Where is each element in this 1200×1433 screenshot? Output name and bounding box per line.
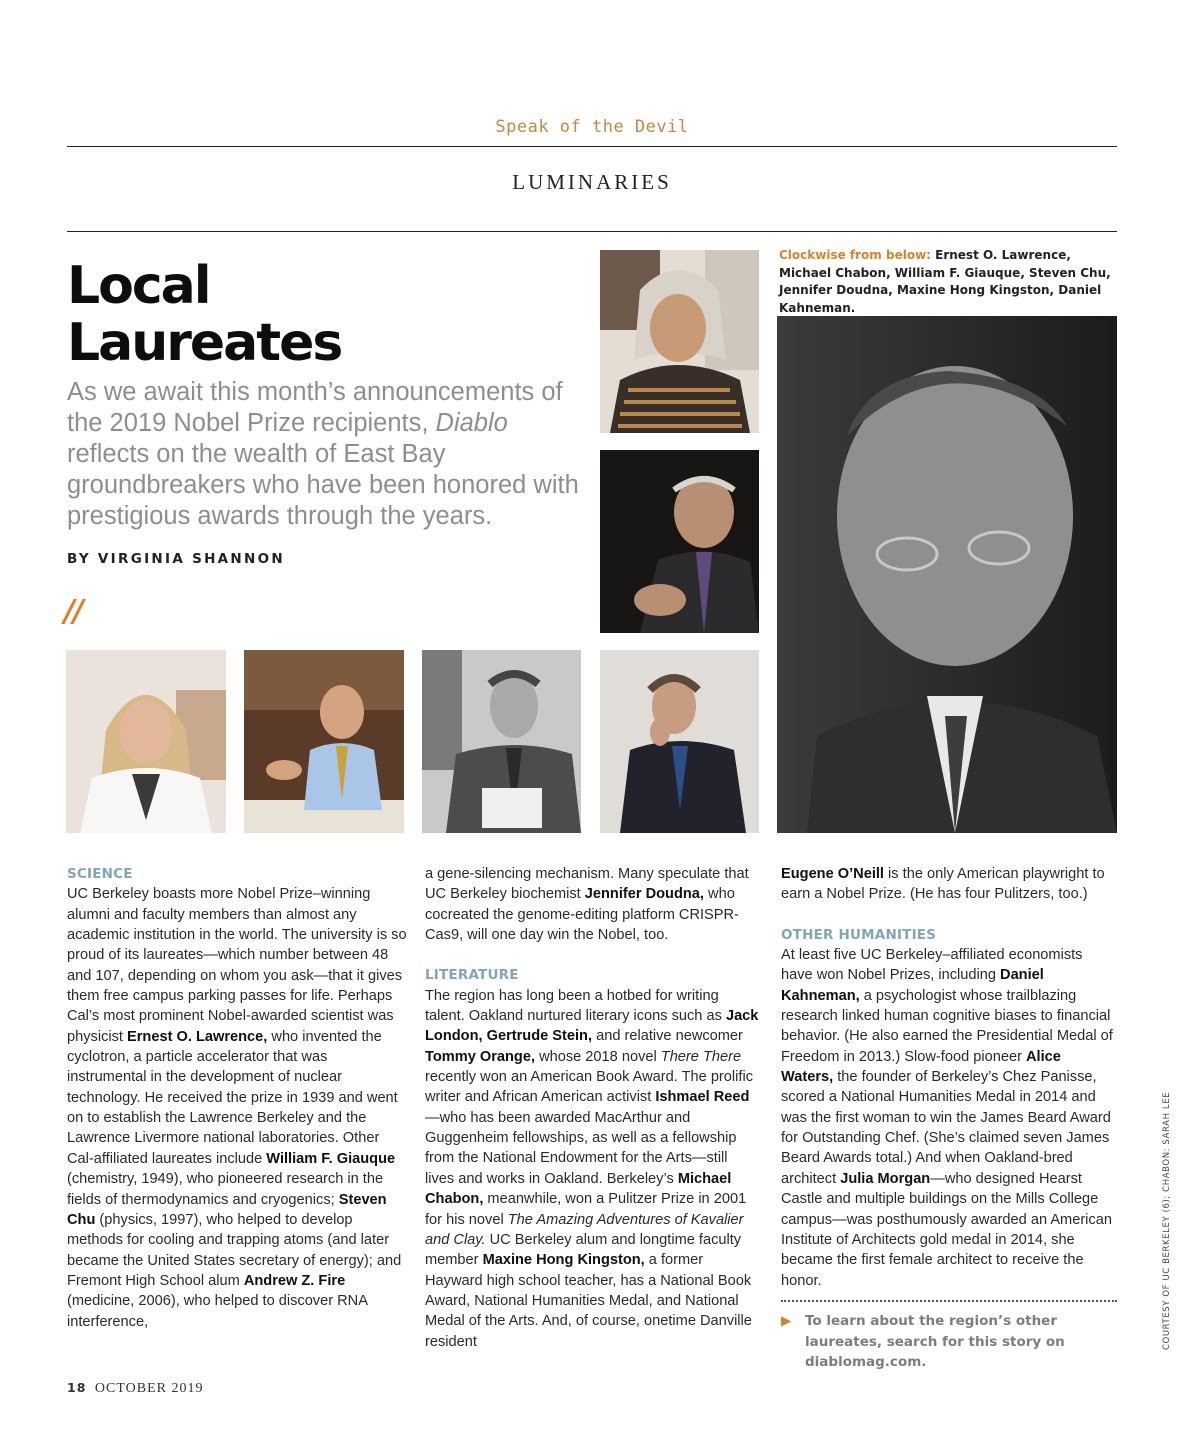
dek-text: As we await this month’s announcements of the 2019 Nobel Prize recipients, <box>67 378 563 437</box>
paragraph-gap <box>425 945 759 965</box>
name-michael-chabon: Michael Chabon, <box>425 1170 732 1208</box>
name-alice-waters: Alice Waters, <box>781 1048 1061 1086</box>
headline-line-2: Laureates <box>67 313 342 373</box>
dotted-divider <box>781 1300 1117 1302</box>
name-eugene-oneill: Eugene O’Neill <box>781 866 884 882</box>
name-steven-chu: Steven Chu <box>67 1191 387 1228</box>
body-text: At least five UC Berkeley–affiliated economists have won Nobel Prizes, including <box>781 947 1083 984</box>
name-andrew-fire: Andrew Z. Fire <box>243 1272 346 1289</box>
body-text: recently won an American Book Award. The prolific writer and African American activist <box>425 1069 753 1106</box>
section-rule <box>67 231 1117 232</box>
caption-text: Ernest O. Lawrence, Michael Chabon, William F. Giauque, Steven Chu, Jennifer Doudna, Maxine Hong Kingston, Daniel Kahneman. <box>779 248 1111 315</box>
body-text: UC Berkeley boasts more Nobel Prize–winning alumni and faculty members than almost any academic institution in the world. The university is so proud of its laureates—which number between 48 and 107, depending on whom you ask—that it gives them free campus parking passes for life. Perhaps Cal’s most prominent Nobel-awarded scientist was physicist <box>67 886 407 1045</box>
body-text: The region has long been a hotbed for writing talent. Oakland nurtured literary icons such as <box>425 987 726 1025</box>
body-text: (chemistry, 1949), who pioneered research in the fields of thermodynamics and cryogenics; <box>67 1171 384 1208</box>
body-text: the founder of Berkeley’s Chez Panisse, scored a National Humanities Medal in 2014 and was the first woman to win the James Beard Award for Outstanding Chef. (She’s claimed seven James Beard Awards total.) And when Oakland-bred architect <box>781 1069 1111 1187</box>
name-jennifer-doudna: Jennifer Doudna, <box>584 886 704 903</box>
arrow-right-icon: ▶ <box>781 1313 792 1329</box>
heading-literature: LITERATURE <box>425 967 519 984</box>
body-text: meanwhile, won a Pulitzer Prize in 2001 for his novel <box>425 1191 747 1228</box>
column-other-humanities <box>781 864 1117 1291</box>
dek-text-cont: reflects on the wealth of East Bay groundbreakers who have been honored with prestigious awards through the years. <box>67 440 579 530</box>
photo-daniel-kahneman <box>600 450 759 633</box>
body-text: a psychologist whose trailblazing research linked human cognitive biases to financial behavior. (He also earned the Presidential Medal of Freedom in 2013.) Slow-food pioneer <box>781 987 1113 1065</box>
science-paragraph <box>67 884 407 1332</box>
name-maxine-hong-kingston: Maxine Hong Kingston, <box>482 1252 645 1269</box>
humanities-paragraph <box>781 945 1117 1291</box>
headline-line-1: Local <box>67 256 210 316</box>
name-julia-morgan: Julia Morgan <box>840 1170 931 1187</box>
body-text: UC Berkeley alum and longtime faculty member <box>425 1231 742 1269</box>
folio <box>67 1380 204 1397</box>
issue-date: OCTOBER 2019 <box>94 1381 204 1396</box>
photo-michael-chabon <box>600 650 759 833</box>
caption-lead: Clockwise from below: <box>779 248 931 262</box>
dek <box>67 377 592 532</box>
title-kavalier-and-clay: The Amazing Adventures of Kavalier and Clay. <box>425 1211 744 1248</box>
photo-maxine-hong-kingston <box>600 250 759 433</box>
headline <box>67 258 587 372</box>
column-literature <box>425 864 759 1352</box>
photo-steven-chu <box>244 650 404 833</box>
kicker: Speak of the Devil <box>495 117 689 137</box>
name-ishmael-reed: Ishmael Reed <box>655 1089 750 1106</box>
page-number: 18 <box>67 1380 87 1395</box>
name-tommy-orange: Tommy Orange, <box>425 1048 536 1065</box>
science-continued-paragraph <box>425 864 759 945</box>
body-text: (medicine, 2006), who helped to discover RNA interference, <box>67 1293 368 1330</box>
body-text: a gene-silencing mechanism. Many speculate that UC Berkeley biochemist <box>425 866 749 903</box>
photo-jennifer-doudna <box>66 650 226 833</box>
photo-credit: COURTESY OF UC BERKELEY (6); CHABON: SARAH LEE <box>1162 1091 1172 1350</box>
body-text: (physics, 1997), who helped to develop methods for cooling and trapping atoms (and later became the United States secretary of energy); and Fremont High School alum <box>67 1211 402 1289</box>
photo-william-giauque <box>422 650 581 833</box>
body-text: who invented the cyclotron, a particle accelerator that was instrumental in the development of nuclear technology. He received the prize in 1939 and went on to establish the Lawrence Berkeley and the Lawrence Livermore national laboratories. Other Cal-affiliated laureates include <box>67 1028 398 1167</box>
body-text: a former Hayward high school teacher, has a National Book Award, National Humanities Medal, and National Medal of the Arts. And, of course, onetime Danville resident <box>425 1252 752 1350</box>
name-london-stein: Jack London, Gertrude Stein, <box>425 1008 759 1045</box>
literature-continued-paragraph <box>781 864 1117 905</box>
body-text: —who has been awarded MacArthur and Guggenheim fellowships, as well as a fellowship from the National Endowment for the Arts—still lives and works in Oakland. Berkeley’s <box>425 1109 737 1187</box>
name-daniel-kahneman: Daniel Kahneman, <box>781 967 1044 1004</box>
photo-caption <box>779 247 1115 317</box>
column-science <box>67 864 407 1332</box>
title-there-there: There There <box>660 1048 742 1065</box>
paragraph-gap <box>781 905 1117 925</box>
name-william-giauque: William F. Giauque <box>266 1150 396 1167</box>
body-text: who cocreated the genome-editing platform CRISPR-Cas9, will one day win the Nobel, too. <box>425 886 739 944</box>
body-text: whose 2018 novel <box>535 1048 661 1065</box>
section-label: LUMINARIES <box>512 170 672 194</box>
top-rule <box>67 146 1117 147</box>
photo-ernest-lawrence <box>777 316 1117 833</box>
web-callout[interactable] <box>781 1311 1117 1373</box>
heading-other-humanities: OTHER HUMANITIES <box>781 926 937 943</box>
slash-ornament: // <box>64 594 82 629</box>
name-ernest-lawrence: Ernest O. Lawrence, <box>127 1028 268 1045</box>
heading-science: SCIENCE <box>67 866 133 882</box>
body-text: is the only American playwright to earn a Nobel Prize. (He has four Pulitzers, too.) <box>781 866 1105 903</box>
dek-magazine-name: Diablo <box>435 409 508 437</box>
body-text: and relative newcomer <box>592 1028 743 1045</box>
web-callout-text[interactable]: To learn about the region’s other laureates, search for this story on diablomag.com. <box>805 1313 1065 1370</box>
literature-paragraph <box>425 986 759 1352</box>
body-text: —who designed Hearst Castle and multiple buildings on the Mills College campus—was posthumously awarded an American Institute of Architects gold medal in 2014, she became the first female architect to receive the honor. <box>781 1170 1112 1289</box>
byline: BY VIRGINIA SHANNON <box>67 551 286 567</box>
